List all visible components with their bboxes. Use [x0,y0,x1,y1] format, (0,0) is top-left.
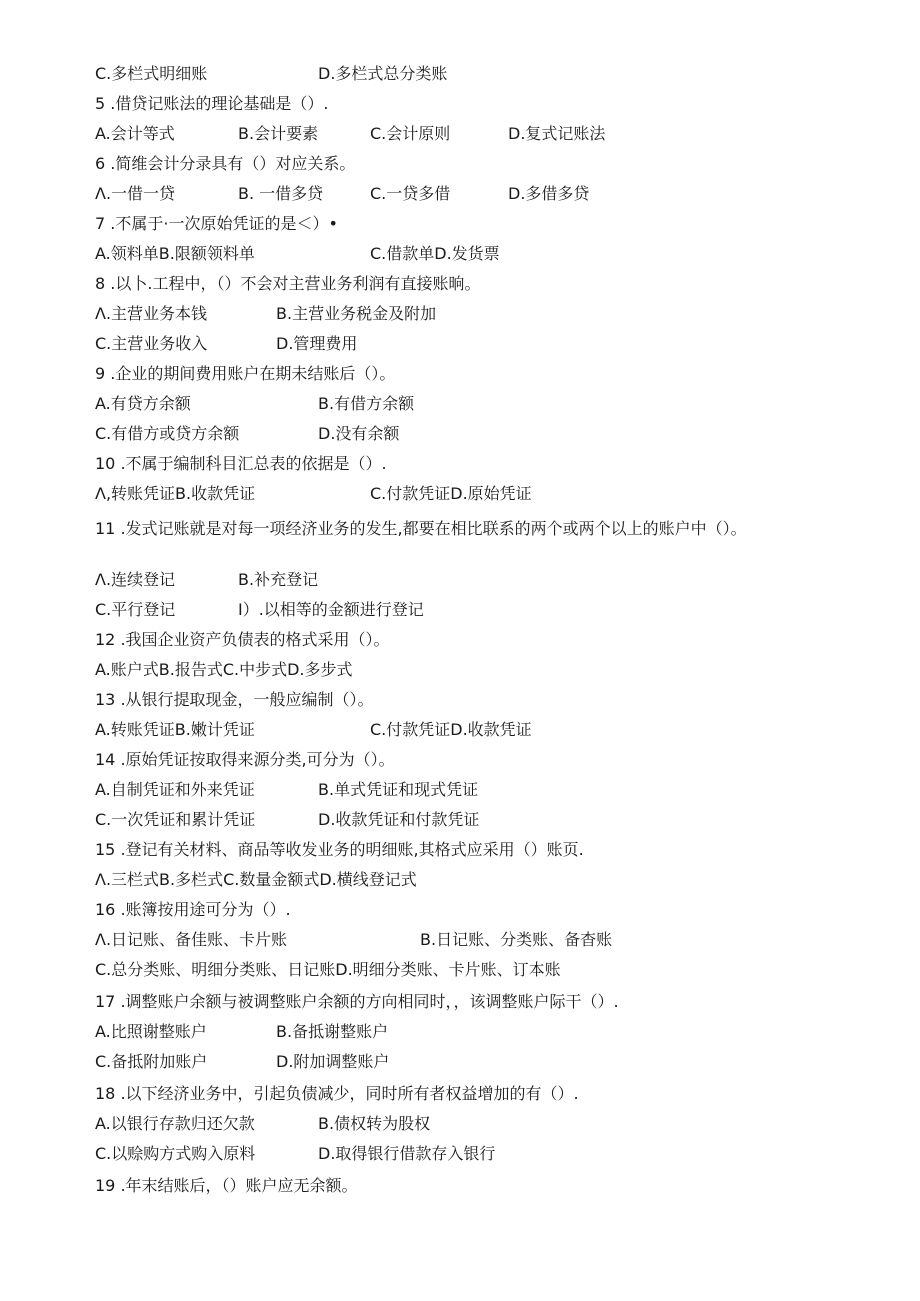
answer-option: B.日记账、分类账、备杳账 [420,930,613,949]
answer-option: A.有贷方余额 [95,394,191,413]
answer-option: A.领料单B.限额领料单 [95,244,255,263]
answer-option: C.付款凭证D.原始凭证 [370,484,532,503]
answer-option: C.总分类账、明细分类账、日记账D.明细分类账、卡片账、订本账 [95,960,561,979]
answer-option: Λ,转账凭证B.收款凭证 [95,484,256,503]
answer-option: B.会计要素 [238,124,319,143]
answer-option: C.有借方或贷方余额 [95,424,240,443]
question-text: 13 .从银行提取现金，一般应编制（）。 [95,690,374,709]
answer-option: Λ.主营业务本钱 [95,304,208,323]
answer-option: C.会计原则 [370,124,451,143]
answer-option: D.收款凭证和付款凭证 [318,810,480,829]
answer-option: C.付款凭证D.收款凭证 [370,720,532,739]
answer-option: D.多借多贷 [508,184,590,203]
answer-option: Λ.三栏式B.多栏式C.数量金额式D.横线登记式 [95,870,417,889]
answer-option: B.补充登记 [238,570,319,589]
answer-option: C.以赊购方式购入原料 [95,1144,256,1163]
answer-option: B. 一借多贷 [238,184,324,203]
answer-option: A.账户式B.报告式C.中步式D.多步式 [95,660,353,679]
question-text: 7 .不属于·一次原始凭证的是＜）• [95,214,338,233]
answer-option: A.自制凭证和外来凭证 [95,780,255,799]
answer-option: C.主营业务收入 [95,334,208,353]
answer-option: Λ.连续登记 [95,570,176,589]
question-text: 17 .调整账户余额与被调整账户余额的方向相同时，，该调整账户际干（）. [95,992,619,1011]
answer-option: D.附加调整账户 [276,1052,390,1071]
question-text: 10 .不属于编制科目汇总表的依据是（）. [95,454,387,473]
question-text: 19 .年末结账后，（）账户应无余额。 [95,1176,358,1195]
answer-option: B.有借方余额 [318,394,415,413]
answer-option: C.多栏式明细账 [95,64,208,83]
question-text: 18 .以下经济业务中，引起负债减少，同时所有者权益增加的有（）. [95,1084,579,1103]
answer-option: C.借款单D.发货票 [370,244,500,263]
question-text: 14 .原始凭证按取得来源分类,可分为（）。 [95,750,395,769]
answer-option: C.一次凭证和累计凭证 [95,810,256,829]
answer-option: D.多栏式总分类账 [318,64,448,83]
answer-option: B.备抵谢整账户 [276,1022,389,1041]
question-text: 12 .我国企业资产负债表的格式采用（）。 [95,630,390,649]
answer-option: D.管理费用 [276,334,358,353]
answer-option: I）.以相等的金额进行登记 [238,600,424,619]
answer-option: A.转账凭证B.嫩计凭证 [95,720,255,739]
answer-option: B.债权转为股权 [318,1114,431,1133]
answer-option: A.比照谢整账户 [95,1022,207,1041]
answer-option: A.以银行存款归还欠款 [95,1114,255,1133]
question-text: 11 .发式记账就是对每一项经济业务的发生,都要在相比联系的两个或两个以上的账户中（）。 [95,519,747,538]
answer-option: D.没有余额 [318,424,400,443]
question-text: 16 .账簿按用途可分为（）. [95,900,291,919]
question-text: 5 .借贷记账法的理论基础是（）. [95,94,329,113]
question-text: 6 .简维会计分录具有（）对应关系。 [95,154,356,173]
answer-option: D.取得银行借款存入银行 [318,1144,496,1163]
question-text: 15 .登记有关材料、商品等收发业务的明细账,其格式应采用（）账页. [95,840,584,859]
answer-option: C.一贷多借 [370,184,451,203]
question-text: 9 .企业的期间费用账户在期未结账后（）。 [95,364,396,383]
answer-option: B.主营业务税金及附加 [276,304,437,323]
answer-option: C.备抵附加账户 [95,1052,208,1071]
question-text: 8 .以卜.工程中，（）不会对主营业务利润有直接账晌。 [95,274,481,293]
answer-option: Λ.一借一贷 [95,184,176,203]
answer-option: D.复式记账法 [508,124,606,143]
answer-option: Λ.日记账、备佳账、卡片账 [95,930,288,949]
answer-option: C.平行登记 [95,600,176,619]
answer-option: A.会计等式 [95,124,175,143]
answer-option: B.单式凭证和现式凭证 [318,780,479,799]
